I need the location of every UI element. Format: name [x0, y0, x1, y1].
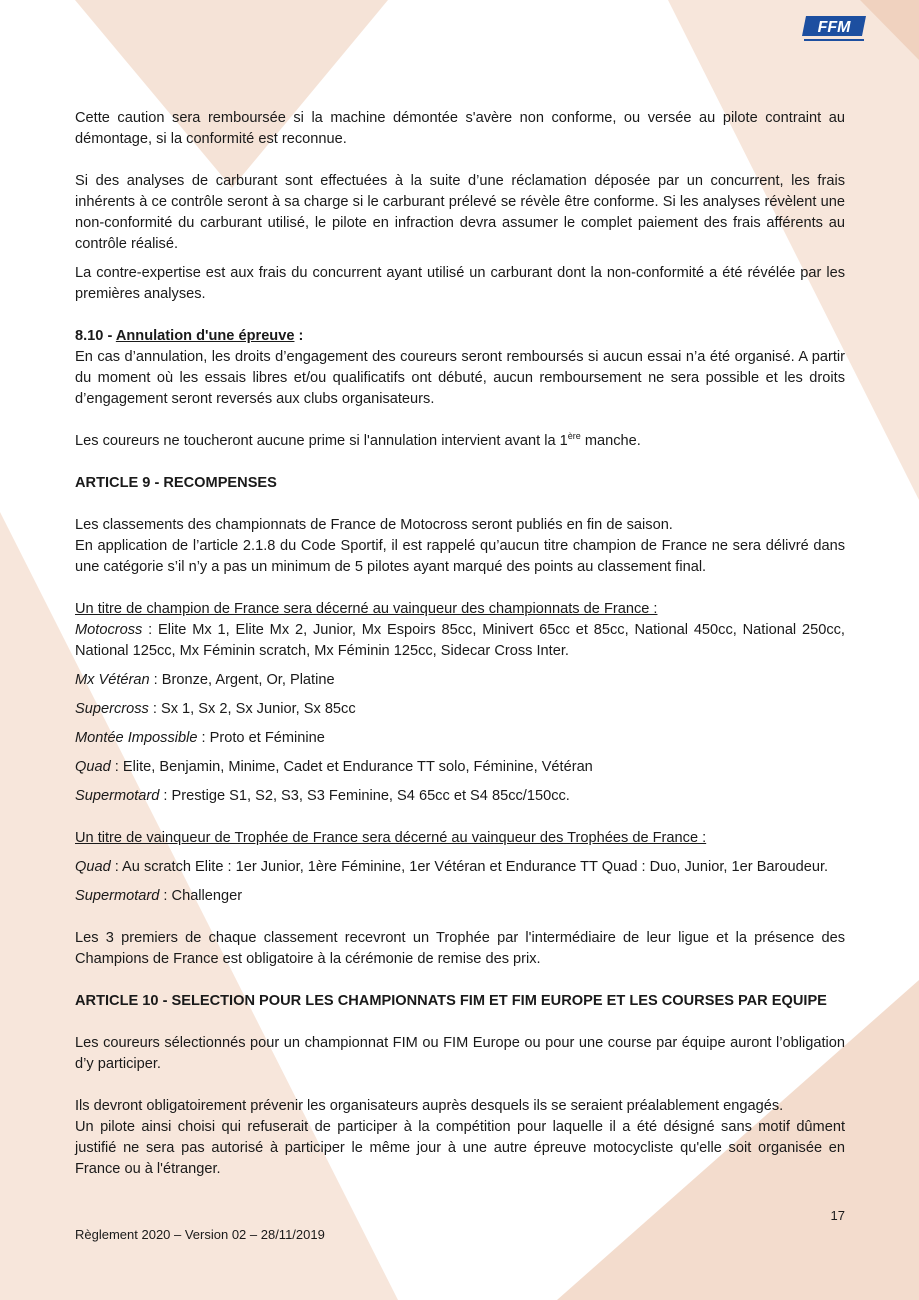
section-suffix: : [294, 328, 304, 344]
section-number: 8.10 - [75, 328, 116, 344]
article-10-p3: Un pilote ainsi choisi qui refuserait de participer à la compétition pour laquelle il a été désigné sans motif dûment justifié ne sera pas autorisé à participer le même jour à une autre épreuve motocycliste qu'elle soit organisée en France ou à l'étranger. [75, 1119, 845, 1177]
page-number: 17 [830, 1208, 845, 1223]
prime-text: Les coureurs ne toucheront aucune prime si l'annulation intervient avant la 1 [75, 433, 568, 449]
champion-item: Supercross : Sx 1, Sx 2, Sx Junior, Sx 85cc [75, 701, 356, 717]
champion-item: Supermotard : Prestige S1, S2, S3, S3 Feminine, S4 65cc et S4 85cc/150cc. [75, 788, 570, 804]
article-10-p2: Ils devront obligatoirement prévenir les organisateurs auprès desquels ils se seraient préalablement engagés. [75, 1098, 784, 1114]
champion-heading: Un titre de champion de France sera décerné au vainqueur des championnats de France : [75, 601, 658, 617]
trophy-item: Quad : Au scratch Elite : 1er Junior, 1ère Féminine, 1er Vétéran et Endurance TT Quad : Duo, Junior, 1er Baroudeur. [75, 859, 829, 875]
prime-superscript: ère [567, 431, 581, 442]
article-9-closing: Les 3 premiers de chaque classement recevront un Trophée par l'intermédiaire de leur ligue et la présence des Champions de France est obligatoire à la cérémonie de remise des prix. [75, 930, 845, 967]
article-10-heading: ARTICLE 10 - SELECTION POUR LES CHAMPIONNATS FIM ET FIM EUROPE ET LES COURSES PAR EQUIPE [75, 993, 827, 1009]
paragraph-contre-expertise: La contre-expertise est aux frais du concurrent ayant utilisé un carburant dont la non-conformité a été révélée par les premières analyses. [75, 265, 845, 302]
section-title: Annulation d'une épreuve [115, 328, 295, 344]
trophy-heading: Un titre de vainqueur de Trophée de France sera décerné au vainqueur des Trophées de France : [75, 830, 707, 846]
champion-item: Mx Vétéran : Bronze, Argent, Or, Platine [75, 672, 335, 688]
section-8-10-text: En cas d’annulation, les droits d’engagement des coureurs seront remboursés si aucun essai n’a été organisé. A partir du moment où les essais libres et/ou qualificatifs ont débuté, aucun remboursement ne sera possible et les droits d’engagement seront reversés aux clubs organisateurs. [75, 349, 845, 407]
footer-text: Règlement 2020 – Version 02 – 28/11/2019 [75, 1227, 325, 1242]
champion-item: Motocross : Elite Mx 1, Elite Mx 2, Junior, Mx Espoirs 85cc, Minivert 65cc et 85cc, National 450cc, National 250cc, National 125cc, Mx Féminin scratch, Mx Féminin 125cc, Sidecar Cross Inter. [75, 622, 845, 659]
article-10-p1: Les coureurs sélectionnés pour un championnat FIM ou FIM Europe ou pour une course par équipe auront l’obligation d’y participer. [75, 1035, 845, 1072]
paragraph-carburant: Si des analyses de carburant sont effectuées à la suite d’une réclamation déposée par un concurrent, les frais inhérents à ce contrôle seront à sa charge si le carburant prélevé se révèle être conforme. Si les analyses révèlent une non-conformité du carburant utilisé, le pilote en infraction devra assumer le complet paiement des frais afférents au contrôle réalisé. [75, 173, 845, 252]
article-9-intro-2: En application de l’article 2.1.8 du Code Sportif, il est rappelé qu’aucun titre champion de France ne sera délivré dans une catégorie s’il n’y a pas un minimum de 5 pilotes ayant marqué des points au classement final. [75, 538, 845, 575]
document-body [75, 108, 845, 1180]
article-9-intro-1: Les classements des championnats de France de Motocross seront publiés en fin de saison. [75, 517, 673, 533]
logo-text: FFM [817, 19, 851, 36]
prime-end: manche. [580, 433, 641, 449]
paragraph-prime [75, 431, 845, 452]
paragraph-caution: Cette caution sera remboursée si la machine démontée s'avère non conforme, ou versée au pilote contraint au démontage, si la conformité est reconnue. [75, 110, 845, 147]
champion-item: Quad : Elite, Benjamin, Minime, Cadet et Endurance TT solo, Féminine, Vétéran [75, 759, 593, 775]
section-8-10-heading [75, 326, 845, 347]
trophy-item: Supermotard : Challenger [75, 888, 243, 904]
ffm-logo [800, 14, 870, 44]
champion-item: Montée Impossible : Proto et Féminine [75, 730, 325, 746]
article-9-heading: ARTICLE 9 - RECOMPENSES [75, 475, 277, 491]
